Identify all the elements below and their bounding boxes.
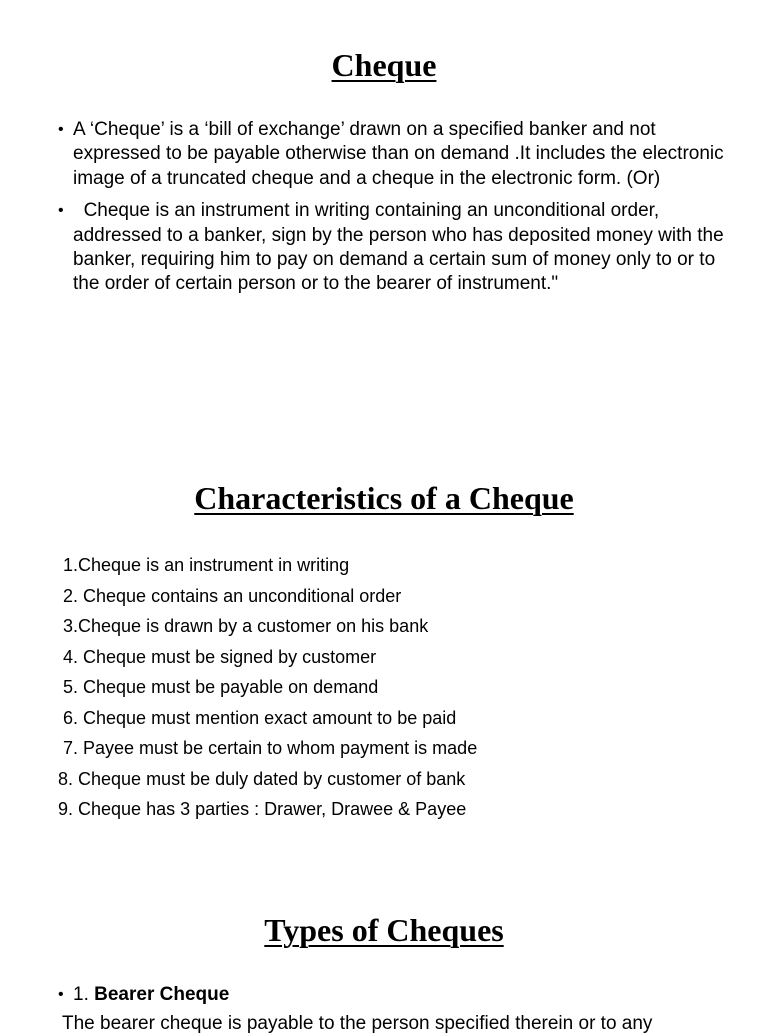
bullet-icon: •	[58, 202, 64, 220]
bullet-icon: •	[58, 121, 64, 138]
list-item	[58, 199, 728, 297]
list-item: 5. Cheque must be payable on demand	[58, 677, 379, 697]
definition-text: A ‘Cheque’ is a ‘bill of exchange’ drawn on a specified banker and not expressed to be payable otherwise than on demand .It includes the electronic image of a truncated cheque and a cheque in the electronic form. (Or)	[73, 119, 724, 189]
bullet-icon: •	[58, 986, 64, 1003]
list-item: 7. Payee must be certain to whom payment is made	[58, 738, 478, 758]
list-item	[58, 983, 728, 1007]
list-item	[58, 118, 728, 191]
definition-text: Cheque is an instrument in writing containing an unconditional order, addressed to a banker, sign by the person who has deposited money with the banker, requiring him to pay on demand a certain sum of money only to or to the order of certain person or to the bearer of instrument."	[73, 200, 729, 295]
list-item: 9. Cheque has 3 parties : Drawer, Drawee & Payee	[58, 799, 467, 819]
list-item: 2. Cheque contains an unconditional order	[58, 585, 402, 606]
page-title-types: Types of Cheques	[264, 912, 504, 948]
page-title-cheque: Cheque	[331, 47, 437, 83]
type-label-bearer-cheque: Bearer Cheque	[94, 984, 230, 1005]
list-item: 3.Cheque is drawn by a customer on his bank	[58, 616, 429, 636]
list-item: 6. Cheque must mention exact amount to be paid	[58, 707, 457, 728]
type-item	[73, 983, 728, 1007]
page-title-characteristics: Characteristics of a Cheque	[194, 480, 574, 516]
list-item: 4. Cheque must be signed by customer	[58, 646, 377, 667]
type-number: 1.	[73, 984, 95, 1005]
list-item: 8. Cheque must be duly dated by customer of bank	[58, 768, 466, 789]
cheque-definition-list	[58, 118, 728, 305]
cheque-types-list	[58, 983, 728, 1015]
list-item: 1.Cheque is an instrument in writing	[58, 555, 350, 575]
truncated-paragraph: The bearer cheque is payable to the person specified therein or to any	[62, 1013, 653, 1034]
characteristics-list	[58, 550, 738, 825]
